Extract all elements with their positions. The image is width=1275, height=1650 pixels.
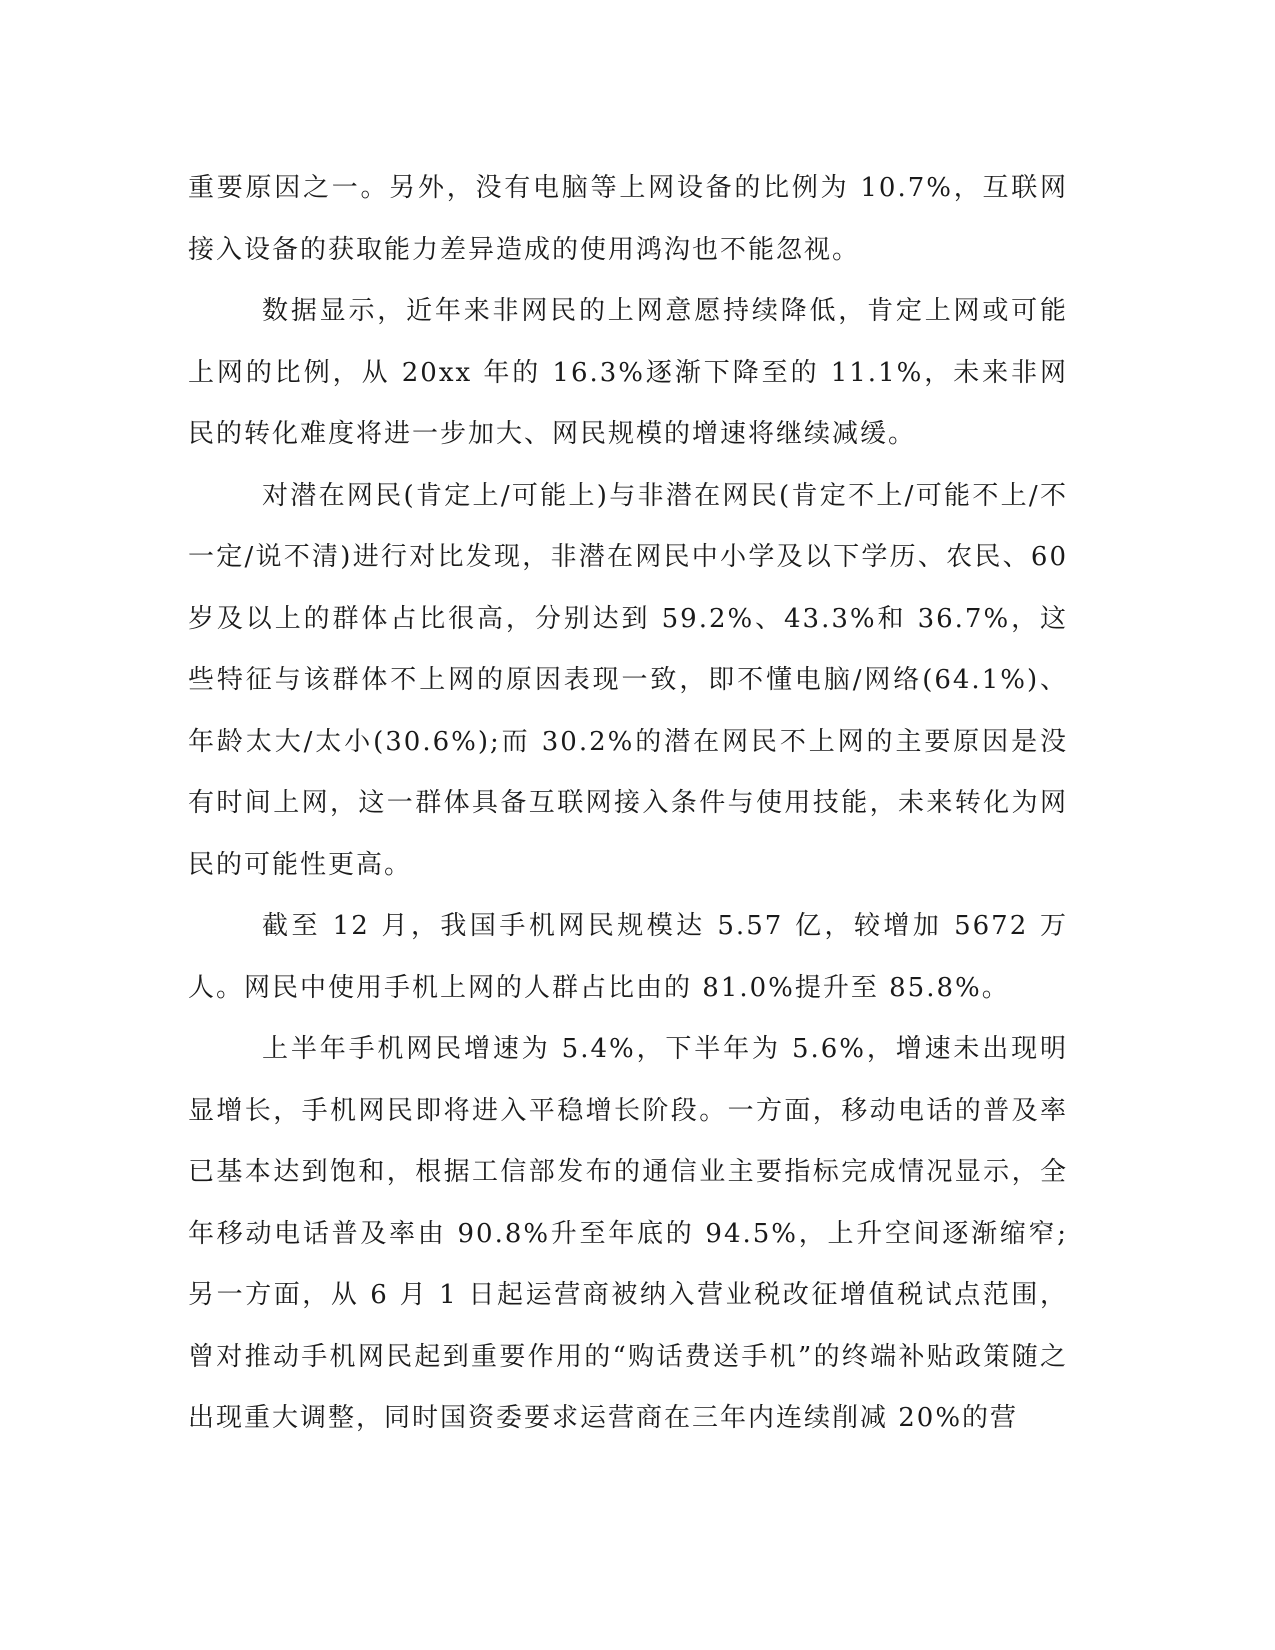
paragraph-4: 截至 12 月，我国手机网民规模达 5.57 亿，较增加 5672 万人。网民中使用手机上网的人群占比由的 81.0%提升至 85.8%。 [188, 911, 1068, 1003]
paragraph-1: 重要原因之一。另外，没有电脑等上网设备的比例为 10.7%，互联网接入设备的获取能力差异造成的使用鸿沟也不能忽视。 [188, 173, 1068, 265]
paragraph-3: 对潜在网民(肯定上/可能上)与非潜在网民(肯定不上/可能不上/不一定/说不清)进行对比发现，非潜在网民中小学及以下学历、农民、60 岁及以上的群体占比很高，分别达到 59.2%、43.3%和 36.7%，这些特征与该群体不上网的原因表现一致，即不懂电脑/网络(64.1%)、年龄太大/太小(30.6%);而 30.2%的潜在网民不上网的主要原因是没有时间上网，这一群体具备互联网接入条件与使用技能，未来转化为网民的可能性更高。 [188, 480, 1068, 880]
paragraph-2: 数据显示，近年来非网民的上网意愿持续降低，肯定上网或可能上网的比例，从 20xx 年的 16.3%逐渐下降至的 11.1%，未来非网民的转化难度将进一步加大、网民规模的增速将继续减缓。 [188, 296, 1068, 449]
paragraph-5: 上半年手机网民增速为 5.4%，下半年为 5.6%，增速未出现明显增长，手机网民即将进入平稳增长阶段。一方面，移动电话的普及率已基本达到饱和，根据工信部发布的通信业主要指标完成情况显示，全年移动电话普及率由 90.8%升至年底的 94.5%，上升空间逐渐缩窄;另一方面，从 6 月 1 日起运营商被纳入营业税改征增值税试点范围，曾对推动手机网民起到重要作用的“购话费送手机”的终端补贴政策随之出现重大调整，同时国资委要求运营商在三年内连续削减 20%的营 [188, 1034, 1068, 1433]
document-body [188, 158, 1068, 1450]
